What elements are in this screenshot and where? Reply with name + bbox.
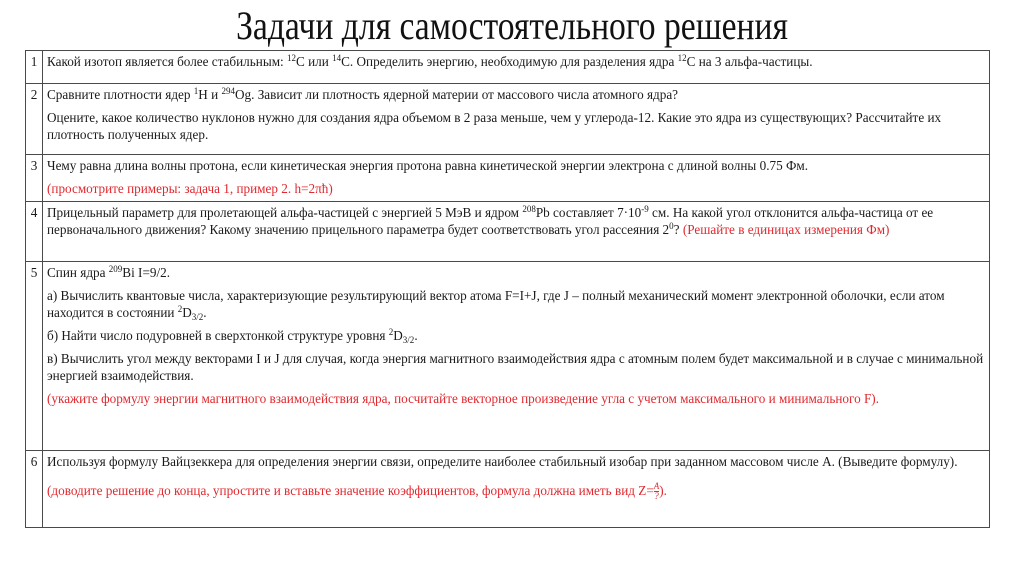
task-number: 1 — [26, 51, 43, 84]
table-row — [26, 202, 990, 262]
task-text: Спин ядра $^{209}$Bi I=9/2. — [47, 264, 171, 280]
task-number: 5 — [26, 262, 43, 451]
task-text: Чему равна длина волны протона, если кинетическая энергия протона равна кинетической энергии электрона с длиной волны 0.75 Фм. — [47, 158, 809, 173]
task-body — [43, 84, 990, 155]
task-body — [43, 155, 990, 202]
task-text: Сравните плотности ядер $^1$H и $^{294}$Og. Зависит ли плотность ядерной материи от массового числа атомного ядра? — [47, 86, 679, 102]
task-hint: (доводите решение до конца, упростите и вставьте значение коэффициентов, формула должна иметь вид Z= $\frac{A}{?}$ ). — [47, 481, 667, 501]
task-text: Какой изотоп является более стабильным: $^{12}$C или $^{14}$C. Определить энергию, необходимую для разделения ядра $^{12}$C на 3 альфа-частицы. — [47, 53, 813, 69]
task-hint: (укажите формулу энергии магнитного взаимодействия ядра, посчитайте векторное произведение угла с учетом максимального и минимального F). — [47, 391, 879, 406]
task-subitem-b: б) Найти число подуровней в сверхтонкой структуре уровня $^2D_{3/2}$. — [47, 327, 418, 345]
task-text: Используя формулу Вайцзеккера для определения энергии связи, определите наиболее стабильный изобар при заданном массовом числе А. (Выведите формулу). — [47, 454, 958, 469]
task-body — [43, 202, 990, 262]
table-row — [26, 155, 990, 202]
task-number: 3 — [26, 155, 43, 202]
task-subitem-a: а) Вычислить квантовые числа, характеризующие результирующий вектор атома F=I+J, где J – полный механический момент электронной оболочки, если атом находится в состоянии $^2D_{3/2}$. — [47, 288, 945, 322]
task-subitem-c: в) Вычислить угол между векторами I и J для случая, когда энергия магнитного взаимодействия ядра с атомным полем будет максимальной и в случае с минимальной энергией взаимодействия. — [47, 351, 984, 383]
fraction-formula: $\frac{A}{?}$ — [653, 481, 660, 501]
task-body — [43, 451, 990, 528]
table-row — [26, 51, 990, 84]
tasks-table — [25, 50, 990, 528]
task-hint: (Решайте в единицах измерения Фм) — [682, 222, 890, 237]
table-row — [26, 262, 990, 451]
task-hint: (просмотрите примеры: задача 1, пример 2. h=2πħ) — [47, 181, 333, 196]
task-number: 6 — [26, 451, 43, 528]
task-body — [43, 51, 990, 84]
task-body — [43, 262, 990, 451]
task-text: Оцените, какое количество нуклонов нужно для создания ядра объемом в 2 раза меньше, чем у углерода-12. Какие это ядра из существующих? Рассчитайте их плотность полученных ядер. — [47, 110, 942, 142]
table-row — [26, 84, 990, 155]
task-number: 2 — [26, 84, 43, 155]
table-row — [26, 451, 990, 528]
task-number: 4 — [26, 202, 43, 262]
task-text: Прицельный параметр для пролетающей альфа-частицей с энергией 5 МэВ и ядром $^{208}$Pb составляет $7\cdot 10^{-9}$ см. На какой угол отклонится альфа-частица от ее первоначального движения? Какому значению прицельного параметра будет соответствовать угол рассеяния $2^0$? (Решайте в единицах измерения Фм) — [47, 204, 934, 237]
page-title: Задачи для самостоятельного решения — [236, 3, 788, 48]
